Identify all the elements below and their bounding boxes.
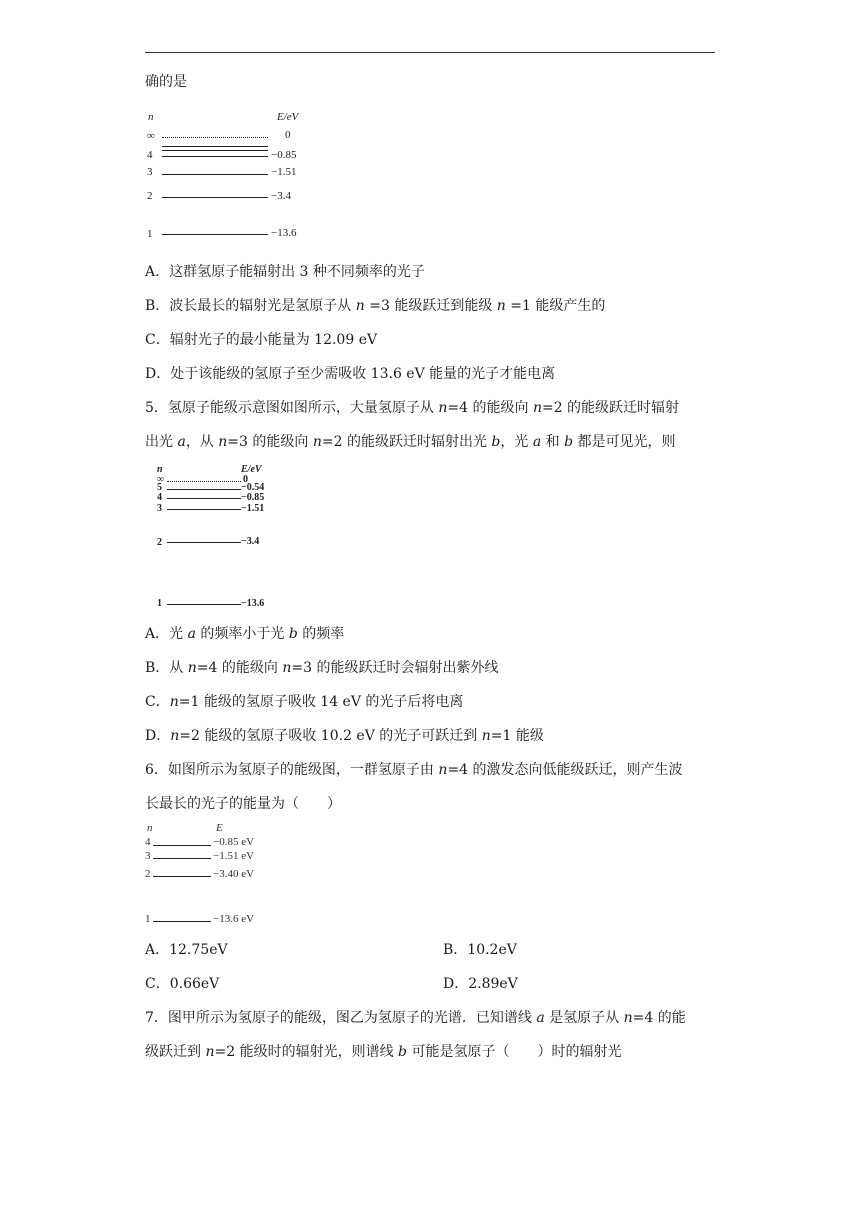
q6-option-b: B．10.2eV bbox=[443, 942, 517, 958]
level-line-2 bbox=[167, 542, 241, 543]
level-n-label: 4 bbox=[147, 149, 153, 161]
level-energy-label: −13.6 bbox=[271, 227, 297, 239]
level-energy-label: −3.40 eV bbox=[213, 868, 255, 880]
level-energy-label: −0.85 eV bbox=[213, 836, 255, 848]
q6-option-c: C．0.66eV bbox=[145, 976, 220, 992]
level-line-3 bbox=[153, 858, 211, 859]
level-line-inf bbox=[167, 481, 241, 482]
level-energy-label: −0.85 bbox=[241, 492, 265, 503]
level-line-3 bbox=[167, 509, 241, 510]
level-energy-label: −1.51 bbox=[241, 503, 265, 514]
n-axis-label: n bbox=[157, 464, 163, 475]
level-n-label: 1 bbox=[145, 913, 151, 925]
header-rule bbox=[145, 52, 715, 53]
level-n-label: 5 bbox=[157, 482, 162, 493]
level-energy-label: 0 bbox=[285, 129, 291, 141]
energy-level-diagram-3 bbox=[145, 822, 275, 927]
level-line-1 bbox=[167, 604, 241, 605]
q4-option-a: A．这群氢原子能辐射出 3 种不同频率的光子 bbox=[145, 264, 425, 280]
q7-stem-line1: 7．图甲所示为氢原子的能级，图乙为氢原子的光谱．已知谱线 a 是氢原子从 n=4 的能 bbox=[145, 1010, 686, 1026]
level-n-label: 3 bbox=[145, 850, 151, 862]
q4-option-c: C．辐射光子的最小能量为 12.09 eV bbox=[145, 332, 378, 348]
q5-option-c: C．n=1 能级的氢原子吸收 14 eV 的光子后将电离 bbox=[145, 694, 464, 710]
level-line-4 bbox=[167, 498, 241, 499]
level-energy-label: −1.51 eV bbox=[213, 850, 255, 862]
level-energy-label: −1.51 bbox=[271, 166, 297, 178]
level-energy-label: −3.4 bbox=[271, 190, 291, 202]
level-n-label: 3 bbox=[147, 166, 153, 178]
level-energy-label: −0.85 bbox=[271, 149, 297, 161]
energy-axis-label: E/eV bbox=[277, 111, 299, 123]
q4-option-d: D．处于该能级的氢原子至少需吸收 13.6 eV 能量的光子才能电离 bbox=[145, 366, 556, 382]
n-axis-label: n bbox=[147, 822, 153, 834]
level-n-label: 4 bbox=[157, 492, 162, 503]
q5-option-b: B．从 n=4 的能级向 n=3 的能级跃迁时会辐射出紫外线 bbox=[145, 660, 499, 676]
level-energy-label: 0 bbox=[243, 474, 248, 485]
level-line-4 bbox=[153, 845, 211, 846]
level-line-1 bbox=[162, 234, 268, 235]
q5-stem-line1: 5．氢原子能级示意图如图所示，大量氢原子从 n=4 的能级向 n=2 的能级跃迁时辐射 bbox=[145, 400, 680, 416]
energy-axis-label: E/eV bbox=[241, 464, 262, 475]
level-line-inf bbox=[162, 137, 268, 138]
level-line-1 bbox=[153, 921, 211, 922]
energy-level-diagram-2 bbox=[155, 462, 285, 612]
energy-axis-label: E bbox=[216, 822, 223, 834]
level-n-label: 1 bbox=[147, 228, 153, 240]
q4-option-b: B．波长最长的辐射光是氢原子从 n =3 能级跃迁到能级 n =1 能级产生的 bbox=[145, 298, 606, 314]
level-n-label: 1 bbox=[157, 598, 162, 609]
n-axis-label: n bbox=[148, 111, 154, 123]
level-line-3 bbox=[162, 174, 268, 175]
q6-stem-line2: 长最长的光子的能量为（ ） bbox=[145, 796, 341, 812]
level-n-label: 2 bbox=[147, 190, 153, 202]
q5-stem-line2: 出光 a，从 n=3 的能级向 n=2 的能级跃迁时辐射出光 b，光 a 和 b 都是可见光，则 bbox=[145, 434, 676, 450]
level-n-label: ∞ bbox=[147, 130, 155, 142]
level-energy-label: −13.6 eV bbox=[213, 913, 255, 925]
level-line-2 bbox=[162, 197, 268, 198]
level-line bbox=[162, 150, 268, 151]
level-line-4 bbox=[162, 156, 268, 157]
q5-option-a: A．光 a 的频率小于光 b 的频率 bbox=[145, 626, 345, 642]
level-n-label: ∞ bbox=[157, 474, 165, 485]
question-stem-tail: 确的是 bbox=[145, 74, 187, 90]
level-energy-label: −13.6 bbox=[241, 598, 265, 609]
level-n-label: 4 bbox=[145, 836, 151, 848]
level-n-label: 2 bbox=[145, 868, 151, 880]
level-n-label: 2 bbox=[157, 537, 162, 548]
level-line bbox=[162, 146, 268, 147]
q7-stem-line2: 级跃迁到 n=2 能级时的辐射光，则谱线 b 可能是氢原子（ ）时的辐射光 bbox=[145, 1044, 622, 1060]
level-line-2 bbox=[153, 876, 211, 877]
q6-stem-line1: 6．如图所示为氢原子的能级图，一群氢原子由 n=4 的激发态向低能级跃迁，则产生波 bbox=[145, 762, 683, 778]
level-energy-label: −0.54 bbox=[241, 482, 265, 493]
q6-option-d: D．2.89eV bbox=[443, 976, 518, 992]
q6-option-a: A．12.75eV bbox=[145, 942, 228, 958]
energy-level-diagram-1 bbox=[145, 108, 325, 243]
level-line-5 bbox=[167, 489, 241, 490]
q5-option-d: D．n=2 能级的氢原子吸收 10.2 eV 的光子可跃迁到 n=1 能级 bbox=[145, 728, 544, 744]
level-n-label: 3 bbox=[157, 503, 162, 514]
level-energy-label: −3.4 bbox=[241, 536, 260, 547]
